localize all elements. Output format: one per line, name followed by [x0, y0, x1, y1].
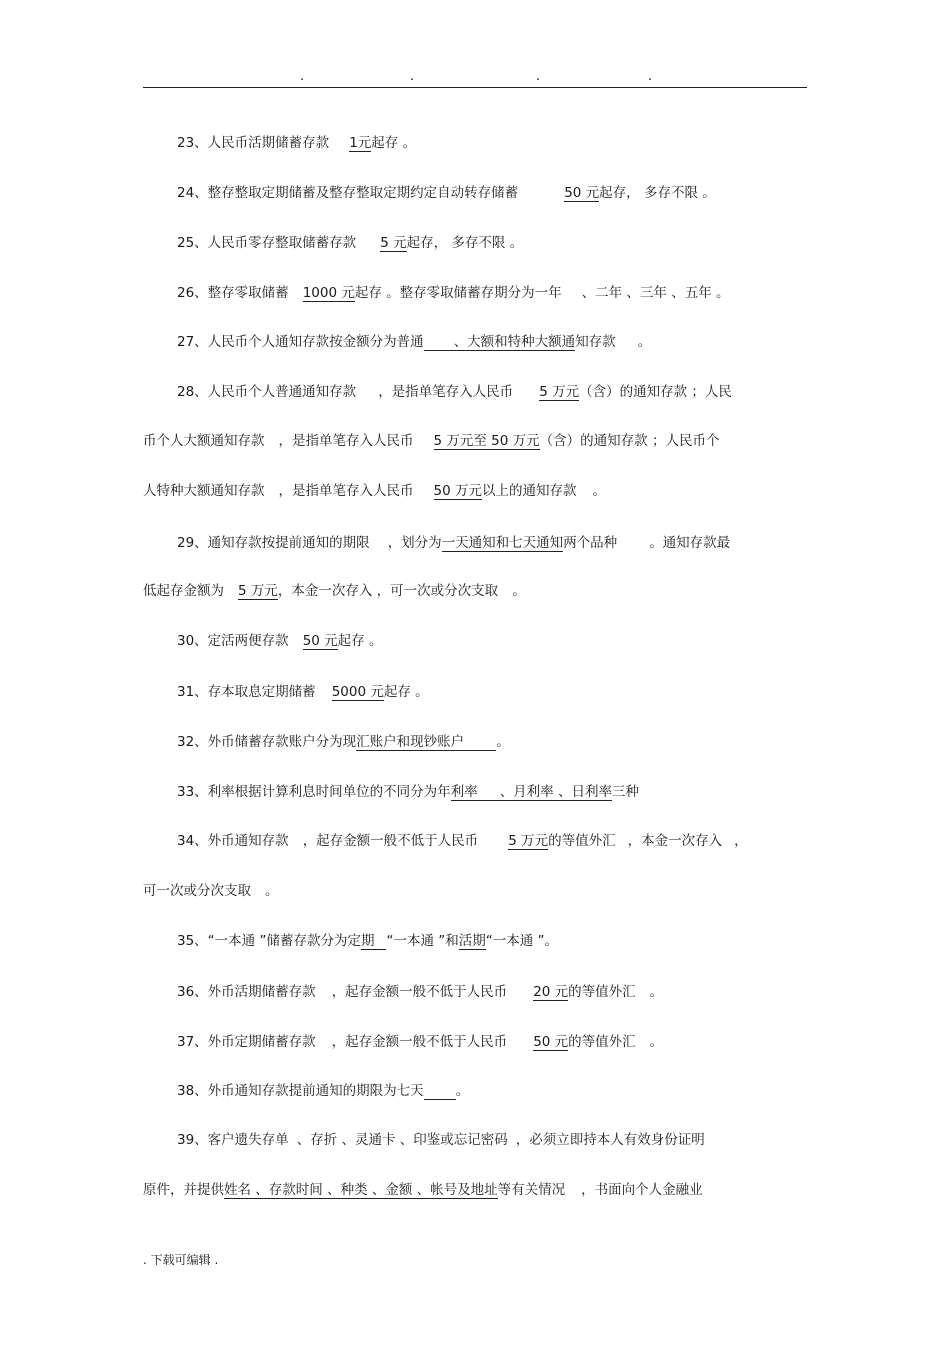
text: 34、外币通知存款 [177, 833, 289, 849]
text: 两个品种 [563, 535, 618, 551]
text: 27、人民币个人通知存款按金额分为普通 [177, 334, 424, 350]
answer-blank: 一天通知和七天通知 [441, 535, 564, 551]
text: 、二年 、三年 、五年 。 [581, 285, 730, 301]
text: （含）的通知存款 ；人民币个 [539, 433, 720, 449]
text: 知存款 [575, 334, 616, 350]
question-25 [177, 234, 523, 252]
header-dot: . [648, 69, 653, 84]
text: 、存折 、灵通卡 、印鉴或忘记密码 [296, 1132, 508, 1148]
text: 的等值外汇 [568, 984, 636, 1000]
text: 30、定活两便存款 [177, 633, 289, 649]
question-29-line1 [177, 534, 730, 552]
text: 三种 [611, 784, 639, 800]
text: （含）的通知存款 ；人民 [579, 384, 732, 400]
question-26 [177, 284, 730, 302]
text: ，起存金额一般不低于人民币 [331, 984, 508, 1000]
text: ，是指单笔存入人民币 [278, 483, 414, 499]
answer-blank [424, 1083, 456, 1100]
text: 33、利率根据计算利息时间单位的不同分为年 [177, 784, 451, 800]
text: 。 [496, 734, 510, 750]
answer-blank: 5 万元至 50 万元 [433, 433, 540, 449]
text: ，起存金额一般不低于人民币 [302, 833, 479, 849]
text: 35、“一本通 ”储蓄存款分为定 [177, 933, 361, 949]
text: 36、外币活期储蓄存款 [177, 984, 316, 1000]
answer-blank: 50 万元 [433, 483, 482, 499]
text: 。 [649, 984, 664, 1000]
text: 起存 。 [337, 633, 383, 649]
header-rule [143, 87, 807, 88]
header-dots [0, 70, 950, 84]
question-33 [177, 783, 639, 801]
answer-blank: 50 元 [564, 185, 600, 201]
text: ，书面向个人金融业 [581, 1182, 703, 1198]
answer-blank: 、大额和特种大额通 [424, 334, 576, 351]
answer-blank: 5000 元 [331, 684, 384, 700]
text: 26、整存零取储蓄 [177, 285, 289, 301]
question-28-line2 [143, 432, 719, 450]
answer-blank: 5 元 [380, 235, 407, 251]
text: 37、外币定期储蓄存款 [177, 1034, 316, 1050]
text: ，本金一次存入 [627, 833, 723, 849]
answer-blank: 1元 [349, 135, 372, 151]
text: 29、通知存款按提前通知的期限 [177, 535, 370, 551]
text: 31、存本取息定期储蓄 [177, 684, 316, 700]
question-30 [177, 632, 382, 650]
text: 起存 。 [371, 135, 417, 151]
question-32 [177, 733, 510, 751]
answer-blank: 5 万元 [539, 384, 580, 400]
answer-blank: 利率 、月利率 、日利率 [450, 784, 612, 800]
text: 可一次或分次支取 [143, 883, 251, 899]
answer-blank: 期 [361, 933, 387, 950]
text: 38、外币通知存款提前通知的期限为七天 [177, 1083, 424, 1099]
answer-blank: 50 元 [302, 633, 338, 649]
question-35 [177, 932, 558, 950]
text: 起存 。整存零取储蓄存期分为一年 [354, 285, 562, 301]
text: 的等值外汇 [568, 1034, 636, 1050]
answer-blank: 汇账户和现钞账户 [356, 734, 496, 751]
question-36 [177, 983, 663, 1001]
header-dot: . [536, 69, 541, 84]
question-24 [177, 184, 716, 202]
text: 起存， 多存不限 。 [406, 235, 524, 251]
header-dot: . [410, 69, 415, 84]
answer-blank: 5 万元 [508, 833, 549, 849]
question-29-line2 [143, 582, 526, 600]
question-27 [177, 333, 651, 351]
answer-blank: 5 万元 [238, 583, 278, 599]
text: 起存 。 [383, 684, 429, 700]
text: 。 [265, 883, 279, 899]
text: 。 [592, 483, 606, 499]
text: 。 [637, 334, 652, 350]
question-34-line1 [177, 832, 748, 850]
text: ， [734, 833, 748, 849]
text: 等有关情况 [497, 1182, 566, 1198]
text: 人特种大额通知存款 [143, 483, 265, 499]
text: 39、客户遗失存单 [177, 1132, 289, 1148]
question-39-line2 [143, 1181, 703, 1199]
answer-blank: 1000 元 [302, 285, 355, 301]
question-28-line1 [177, 383, 732, 401]
text: 。 [455, 1083, 470, 1099]
text: 。通知存款最 [649, 535, 731, 551]
question-38 [177, 1082, 469, 1100]
text: 28、人民币个人普通通知存款 [177, 384, 357, 400]
text: 以上的通知存款 [481, 483, 577, 499]
text: 。 [512, 583, 526, 599]
text: 币个人大额通知存款 [143, 433, 265, 449]
text: “一本通 ”。 [485, 933, 559, 949]
text: ，本金一次存入 ，可一次或分次支取 [277, 583, 499, 599]
text: ，是指单笔存入人民币 [378, 384, 514, 400]
text: 25、人民币零存整取储蓄存款 [177, 235, 357, 251]
answer-blank: 50 元 [533, 1034, 569, 1050]
text: “一本通 ”和 [386, 933, 459, 949]
text: 低起存金额为 [143, 583, 224, 599]
footer-note: . 下载可编辑 . [143, 1253, 219, 1267]
answer-blank: 姓名 、存款时间 、种类 、金额 、帐号及地址 [224, 1182, 498, 1198]
question-31 [177, 683, 429, 701]
text: 。 [649, 1034, 664, 1050]
text: 24、整存整取定期储蓄及整存整取定期约定自动转存储蓄 [177, 185, 519, 201]
answer-blank: 活期 [458, 933, 486, 949]
text: ，划分为 [387, 535, 442, 551]
question-23 [177, 134, 416, 152]
text: 32、外币储蓄存款账户分为现 [177, 734, 357, 750]
answer-blank: 20 元 [533, 984, 569, 1000]
header-dot: . [300, 69, 305, 84]
question-28-line3 [143, 482, 606, 500]
text: 原件，并提供 [143, 1182, 224, 1198]
text: ，起存金额一般不低于人民币 [331, 1034, 508, 1050]
question-39-line1 [177, 1131, 705, 1149]
text: 23、人民币活期储蓄存款 [177, 135, 330, 151]
text: ，必须立即持本人有效身份证明 [515, 1132, 705, 1148]
text: 起存， 多存不限 。 [599, 185, 716, 201]
question-34-line2 [143, 882, 279, 900]
text: ，是指单笔存入人民币 [278, 433, 414, 449]
text: 的等值外汇 [548, 833, 616, 849]
question-37 [177, 1033, 663, 1051]
